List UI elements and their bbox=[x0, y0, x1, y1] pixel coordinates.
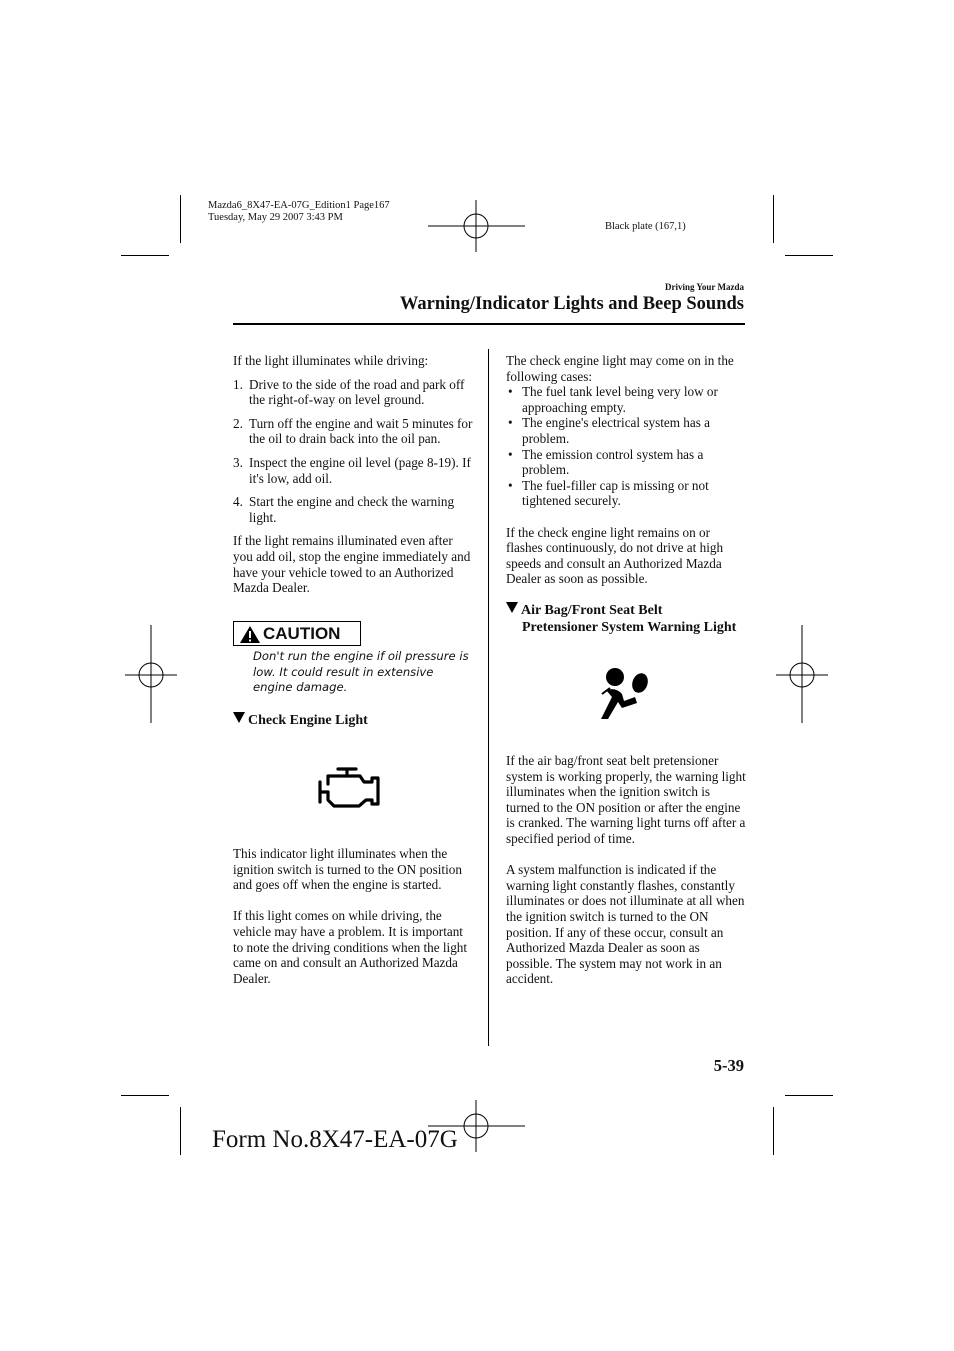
step-number: 4. bbox=[233, 494, 243, 510]
registration-mark-left bbox=[125, 625, 177, 725]
left-column-bottom bbox=[233, 846, 473, 986]
airbag-heading bbox=[506, 602, 751, 636]
right-column-top bbox=[506, 353, 746, 587]
step-item bbox=[233, 416, 473, 447]
step-text: Start the engine and check the warning light. bbox=[249, 494, 455, 525]
step-item bbox=[233, 455, 473, 486]
plate-label: Black plate (167,1) bbox=[605, 221, 686, 232]
airbag-heading-line2: Pretensioner System Warning Light bbox=[522, 620, 737, 635]
step-text: Turn off the engine and wait 5 minutes for the oil to drain back into the oil pan. bbox=[249, 415, 473, 447]
registration-mark-top bbox=[428, 200, 528, 252]
list-item: • The fuel tank level being very low or approaching empty. bbox=[506, 384, 746, 415]
airbag-heading-line1-text: Air Bag/Front Seat Belt bbox=[521, 603, 663, 618]
check-engine-heading bbox=[233, 712, 368, 729]
step-number: 3. bbox=[233, 454, 243, 470]
heading-triangle-icon bbox=[506, 602, 518, 613]
check-engine-paragraph-1: This indicator light illuminates when the ignition switch is turned to the ON position and goes off when the engine is started. bbox=[233, 846, 462, 893]
oil-intro: If the light illuminates while driving: bbox=[233, 353, 429, 368]
column-divider bbox=[488, 349, 489, 1046]
page-number: 5-39 bbox=[713, 1056, 744, 1075]
airbag-paragraph-2: A system malfunction is indicated if the warning light constantly flashes, constantly illuminates or does not illuminate at all when the ignition switch is turned to the ON position. If any of these occur, consult an Authorized Mazda Dealer as soon as possible. The system may not work in an accident. bbox=[506, 862, 745, 987]
list-item: • The engine's electrical system has a problem. bbox=[506, 415, 746, 446]
check-engine-heading-text: Check Engine Light bbox=[248, 713, 368, 728]
check-engine-paragraph-2: If this light comes on while driving, the vehicle may have a problem. It is important to note the driving conditions when the light came on and consult an Authorized Mazda Dealer. bbox=[233, 908, 468, 986]
form-number: Form No.8X47-EA-07G bbox=[212, 1126, 458, 1153]
airbag-warning-icon bbox=[594, 664, 654, 724]
print-file-info bbox=[208, 200, 390, 224]
after-steps-paragraph: If the light remains illuminated even after you add oil, stop the engine immediately and have your vehicle towed to an Authorized Mazda Dealer. bbox=[233, 533, 471, 596]
print-file-line1: Mazda6_8X47-EA-07G_Edition1 Page167 bbox=[208, 200, 390, 211]
section-label: Driving Your Mazda bbox=[664, 282, 744, 292]
step-item bbox=[233, 377, 473, 408]
heading-triangle-icon bbox=[233, 712, 245, 723]
caution-box bbox=[233, 621, 361, 646]
caution-text: Don't run the engine if oil pressure is low. It could result in extensive engine damage. bbox=[253, 649, 469, 695]
left-column-top bbox=[233, 353, 473, 596]
check-engine-icon bbox=[316, 766, 384, 810]
airbag-paragraph-1: If the air bag/front seat belt pretensioner system is working properly, the warning light illuminates when the ignition switch is turned to the ON position or after the engine is cranked. The warning light turns off after a specified period of time. bbox=[506, 753, 746, 846]
print-file-line2: Tuesday, May 29 2007 3:43 PM bbox=[208, 212, 343, 223]
cases-intro: The check engine light may come on in the following cases: bbox=[506, 353, 734, 384]
step-item bbox=[233, 494, 473, 525]
cases-list bbox=[506, 384, 746, 509]
oil-steps bbox=[233, 377, 473, 526]
step-text: Drive to the side of the road and park off the right-of-way on level ground. bbox=[249, 376, 465, 408]
right-column-bottom bbox=[506, 753, 746, 987]
caution-label: CAUTION bbox=[263, 624, 341, 643]
list-item: • The fuel-filler cap is missing or not tightened securely. bbox=[506, 478, 746, 509]
page-title: Warning/Indicator Lights and Beep Sounds bbox=[399, 294, 744, 314]
step-text: Inspect the engine oil level (page 8-19). If it's low, add oil. bbox=[249, 454, 471, 486]
header-rule bbox=[233, 323, 745, 325]
airbag-heading-line1 bbox=[506, 602, 751, 619]
list-item: • The emission control system has a problem. bbox=[506, 447, 746, 478]
step-number: 2. bbox=[233, 415, 243, 431]
step-number: 1. bbox=[233, 376, 243, 392]
warning-triangle-icon bbox=[239, 625, 261, 644]
remains-on-paragraph: If the check engine light remains on or flashes continuously, do not drive at high speeds and consult an Authorized Mazda Dealer as soon as possible. bbox=[506, 524, 724, 587]
registration-mark-right bbox=[776, 625, 828, 725]
